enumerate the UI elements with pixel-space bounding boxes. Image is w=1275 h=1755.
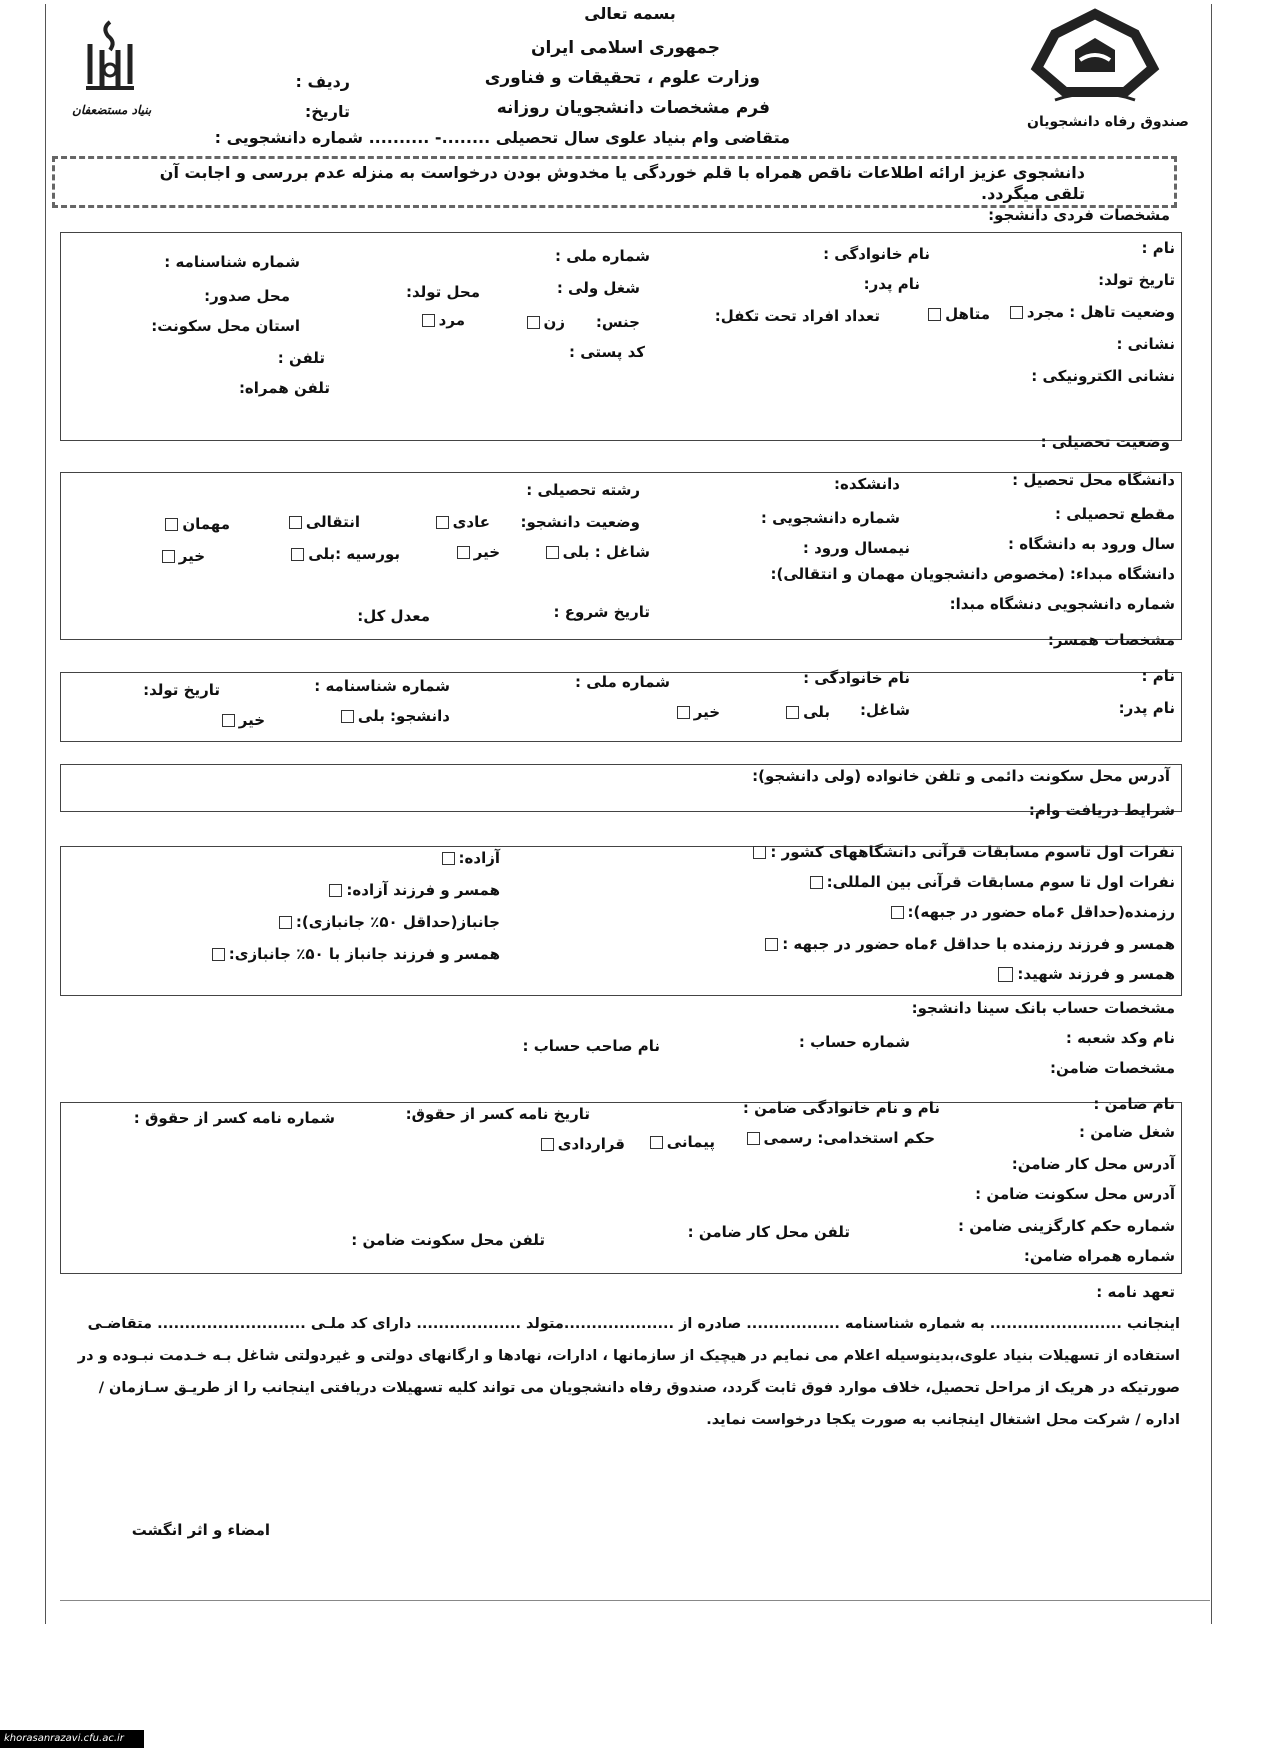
row-label: ردیف : [295, 72, 350, 91]
education-gpa-label: معدل کل: [357, 607, 430, 625]
personal-email-label: نشانی الکترونیکی : [1031, 367, 1175, 385]
spouse-birth-date-label: تاریخ تولد: [143, 681, 220, 699]
guarantor-section-title: مشخصات ضامن: [1050, 1059, 1175, 1077]
employed-no-checkbox[interactable] [457, 546, 470, 559]
guarantor-home-address-label: آدرس محل سکونت ضامن : [975, 1185, 1175, 1203]
personal-section-title: مشخصات فردی دانشجو: [988, 206, 1170, 224]
condition-4 [770, 934, 1175, 954]
condition-9-text: همسر و فرزند جانباز با ۵۰٪ جانبازی: [228, 945, 500, 963]
education-start-date-label: تاریخ شروع : [553, 603, 650, 621]
personal-female-text: زن [543, 313, 565, 331]
personal-guardian-job-label: شغل ولی : [556, 279, 640, 297]
education-scholarship-no-text: خیر [178, 547, 205, 565]
family-address-label: آدرس محل سکونت دائمی و تلفن خانواده (ولی دانشجو): [752, 767, 1170, 785]
guarantor-deduction-no-label: شماره نامه کسر از حقوق : [133, 1109, 335, 1127]
education-faculty-label: دانشکده: [834, 475, 900, 493]
commitment-line-4: اداره / شرکت محل اشتغال اینجانب به صورت یکجا درخواست نماید. [706, 1412, 1180, 1428]
spouse-employed-yes-label [770, 702, 830, 722]
guarantor-home-phone-label: تلفن محل سکونت ضامن : [351, 1231, 545, 1249]
condition-7-text: همسر و فرزند آزاده: [346, 881, 500, 899]
education-guest-text: مهمان [182, 515, 230, 533]
guarantor-mobile-label: شماره همراه ضامن: [1023, 1247, 1175, 1265]
commitment-line-3: صورتیکه در هریک از مراحل تحصیل، خلاف موارد فوق ثابت گردد، صندوق رفاه دانشجویان می تواند کلیه تسهیلات دریافتی اینجانب را از طریـق سـازمان / [98, 1380, 1180, 1396]
education-employed-label [540, 542, 650, 562]
education-transfer-label [250, 512, 360, 532]
commitment-line-1: اینجانب ........................ به شماره شناسنامه ................. صادره از ....................متولد ................... دارای کد ملـی ........................... متقاضـی [87, 1316, 1180, 1332]
spouse-employed-yes-text: بلی [803, 703, 830, 721]
guarantor-contract1-text: پیمانی [666, 1133, 715, 1151]
commitment-title: تعهد نامه : [1096, 1283, 1175, 1301]
personal-name-label: نام : [1141, 239, 1175, 257]
guarantor-contract1-label [640, 1132, 715, 1152]
bank-section-title: مشخصات حساب بانک سینا دانشجو: [911, 999, 1175, 1017]
condition-3-text: رزمنده(حداقل ۶ماه حضور در جبهه): [907, 903, 1175, 921]
condition-6-text: آزاده: [458, 849, 500, 867]
guarantor-employment-label [735, 1128, 935, 1148]
refah-logo-caption: صندوق رفاه دانشجویان [1027, 114, 1189, 130]
personal-birth-date-label: تاریخ تولد: [1098, 271, 1175, 289]
spouse-birth-cert-label: شماره شناسنامه : [314, 677, 450, 695]
personal-national-id-label: شماره ملی : [555, 247, 650, 265]
personal-gender-label: جنس: [595, 313, 640, 331]
spouse-employed-no-checkbox[interactable] [677, 706, 690, 719]
married-checkbox[interactable] [928, 308, 941, 321]
guarantor-name-label: نام ضامن : [1093, 1095, 1175, 1113]
site-watermark: khorasanrazavi.cfu.ac.ir [0, 1730, 144, 1748]
personal-marital-label [1010, 302, 1175, 322]
conditions-section-title: شرایط دریافت وام: [1028, 801, 1175, 819]
bank-branch-label: نام وکد شعبه : [1065, 1029, 1175, 1047]
transfer-checkbox[interactable] [289, 516, 302, 529]
personal-address-label: نشانی : [1116, 335, 1175, 353]
guarantor-work-phone-label: تلفن محل کار ضامن : [687, 1223, 850, 1241]
education-level-label: مقطع تحصیلی : [1054, 505, 1175, 523]
education-origin-student-no-label: شماره دانشجویی دنشگاه مبدا: [949, 595, 1175, 613]
personal-married-label [900, 304, 990, 324]
guarantor-employment-text: حکم استخدامی: رسمی [763, 1129, 935, 1147]
condition-1-text: نفرات اول تاسوم مسابقات قرآنی دانشگاههای کشور : [770, 843, 1175, 861]
republic-title: جمهوری اسلامی ایران [530, 38, 720, 58]
spouse-section-title: مشخصات همسر: [1047, 631, 1175, 649]
education-employed-no-text: خیر [473, 543, 500, 561]
condition-9 [205, 944, 500, 964]
education-scholarship-no-label [135, 546, 205, 566]
spouse-father-label: نام پدر: [1118, 699, 1175, 717]
condition-7 [330, 880, 500, 900]
education-scholarship-label [250, 544, 400, 564]
spouse-national-id-label: شماره ملی : [575, 673, 670, 691]
condition-7-checkbox[interactable] [329, 884, 342, 897]
bismillah: بسمه تعالی [584, 4, 676, 23]
personal-marital-text: وضعیت تاهل : مجرد [1026, 303, 1175, 321]
condition-4-text: همسر و فرزند رزمنده با حداقل ۶ماه حضور در جبهه : [782, 935, 1175, 953]
condition-5 [1005, 964, 1175, 984]
commitment-line-2: استفاده از تسهیلات بنیاد علوی،بدینوسیله اعلام می نمایم در هیچیک از سازمانها ، ادارات، نهادها و ارگانهای دولتی و غیردولتی شاغل بـه خـدمت نبـوده و در [77, 1348, 1180, 1364]
spouse-employed-yes-checkbox[interactable] [786, 706, 799, 719]
personal-family-label: نام خانوادگی : [823, 245, 930, 263]
refah-logo [1015, 8, 1189, 138]
education-regular-text: عادی [452, 513, 490, 531]
guarantor-work-address-label: آدرس محل کار ضامن: [1011, 1155, 1175, 1173]
personal-phone-label: تلفن : [277, 349, 325, 367]
personal-male-label [405, 310, 465, 330]
personal-postal-label: کد پستی : [568, 343, 645, 361]
personal-province-label: استان محل سکونت: [151, 317, 300, 335]
education-regular-label [400, 512, 490, 532]
condition-2-checkbox[interactable] [810, 876, 823, 889]
spouse-student-yes-checkbox[interactable] [341, 710, 354, 723]
scholarship-no-checkbox[interactable] [162, 550, 175, 563]
female-checkbox[interactable] [527, 316, 540, 329]
condition-4-checkbox[interactable] [765, 938, 778, 951]
personal-birth-cert-label: شماره شناسنامه : [164, 253, 300, 271]
education-student-no-label: شماره دانشجویی : [760, 509, 900, 527]
education-transfer-text: انتقالی [305, 513, 360, 531]
condition-5-checkbox[interactable] [998, 967, 1013, 982]
guarantor-contract2-label [535, 1134, 625, 1154]
spouse-student-no-text: خیر [238, 711, 265, 729]
notice-text: دانشجوی عزیز ارائه اطلاعات ناقص همراه با قلم خوردگی یا مخدوش بودن درخواست به منزله عدم بررسی و اجابت آن تلقی میگردد. [159, 163, 1085, 203]
condition-6 [430, 848, 500, 868]
spouse-student-label [320, 706, 450, 726]
bank-holder-label: نام صاحب حساب : [522, 1037, 660, 1055]
form-title: فرم مشخصات دانشجویان روزانه [496, 98, 770, 118]
ministry-title: وزارت علوم ، تحقیقات و فناوری [484, 68, 760, 88]
date-label: تاریخ: [304, 102, 350, 121]
bonyad-logo-caption: بنیاد مستضعفان [72, 103, 152, 117]
education-entry-year-label: سال ورود به دانشگاه : [1008, 535, 1175, 553]
condition-3 [900, 902, 1175, 922]
signature-label: امضاء و اثر انگشت [131, 1521, 270, 1539]
regular-checkbox[interactable] [436, 516, 449, 529]
spouse-student-no-label [205, 710, 265, 730]
scholarship-yes-checkbox[interactable] [291, 548, 304, 561]
guarantor-deduction-date-label: تاریخ نامه کسر از حقوق: [405, 1105, 590, 1123]
personal-married-text: متاهل [945, 305, 990, 323]
guarantor-job-label: شغل ضامن : [1079, 1123, 1175, 1141]
education-scholarship-text: بورسیه :بلی [308, 545, 400, 563]
guarantor-contract2-text: قراردادی [557, 1135, 625, 1153]
employed-yes-checkbox[interactable] [546, 546, 559, 559]
temporary-checkbox[interactable] [541, 1138, 554, 1151]
condition-8-text: جانباز(حداقل ۵۰٪ جانبازی): [295, 913, 500, 931]
condition-8 [275, 912, 500, 932]
spouse-student-text: دانشجو: بلی [357, 707, 450, 725]
education-origin-uni-label: دانشگاه مبداء: (مخصوص دانشجویان مهمان و انتقالی): [770, 565, 1175, 583]
spouse-employed-label: شاغل: [859, 701, 910, 719]
education-field-label: رشته تحصیلی : [526, 481, 640, 499]
personal-father-label: نام پدر: [863, 275, 920, 293]
condition-3-checkbox[interactable] [891, 906, 904, 919]
education-entry-semester-label: نیمسال ورود : [802, 539, 910, 557]
official-checkbox[interactable] [747, 1132, 760, 1145]
education-employed-no-label [430, 542, 500, 562]
personal-birth-place-label: محل تولد: [405, 283, 480, 301]
education-guest-label [130, 514, 230, 534]
condition-1 [770, 842, 1175, 862]
condition-5-text: همسر و فرزند شهید: [1017, 965, 1175, 983]
spouse-employed-no-label [660, 702, 720, 722]
education-student-status-label: وضعیت دانشجو: [520, 513, 640, 531]
bonyad-logo [70, 14, 150, 124]
spouse-student-no-checkbox[interactable] [222, 714, 235, 727]
personal-female-label [505, 312, 565, 332]
bank-account-no-label: شماره حساب : [798, 1033, 910, 1051]
frame-bottom-line [60, 1600, 1210, 1601]
male-checkbox[interactable] [422, 314, 435, 327]
guarantor-decree-no-label: شماره حکم کارگزینی ضامن : [957, 1217, 1175, 1235]
condition-2 [826, 872, 1175, 892]
contractual-checkbox[interactable] [650, 1136, 663, 1149]
education-section-title: وضعیت تحصیلی : [1040, 433, 1170, 451]
condition-1-checkbox[interactable] [753, 846, 766, 859]
condition-9-checkbox[interactable] [212, 948, 225, 961]
spouse-name-label: نام : [1141, 667, 1175, 685]
personal-mobile-label: تلفن همراه: [238, 379, 330, 397]
condition-8-checkbox[interactable] [279, 916, 292, 929]
condition-6-checkbox[interactable] [442, 852, 455, 865]
spouse-employed-no-text: خیر [693, 703, 720, 721]
loan-title: متقاضی وام بنیاد علوی سال تحصیلی ........- .......... شماره دانشجویی : [214, 128, 790, 147]
education-employed-text: شاغل : بلی [562, 543, 650, 561]
personal-issue-place-label: محل صدور: [204, 287, 290, 305]
personal-dependents-label: تعداد افراد تحت تکفل: [714, 307, 880, 325]
guest-checkbox[interactable] [165, 518, 178, 531]
condition-2-text: نفرات اول تا سوم مسابقات قرآنی بین المللی: [826, 873, 1175, 891]
single-checkbox[interactable] [1010, 306, 1023, 319]
education-university-label: دانشگاه محل تحصیل : [1012, 471, 1175, 489]
spouse-family-label: نام خانوادگی : [803, 669, 910, 687]
guarantor-full-name-label: نام و نام خانوادگی ضامن : [742, 1099, 940, 1117]
personal-male-text: مرد [438, 311, 465, 329]
